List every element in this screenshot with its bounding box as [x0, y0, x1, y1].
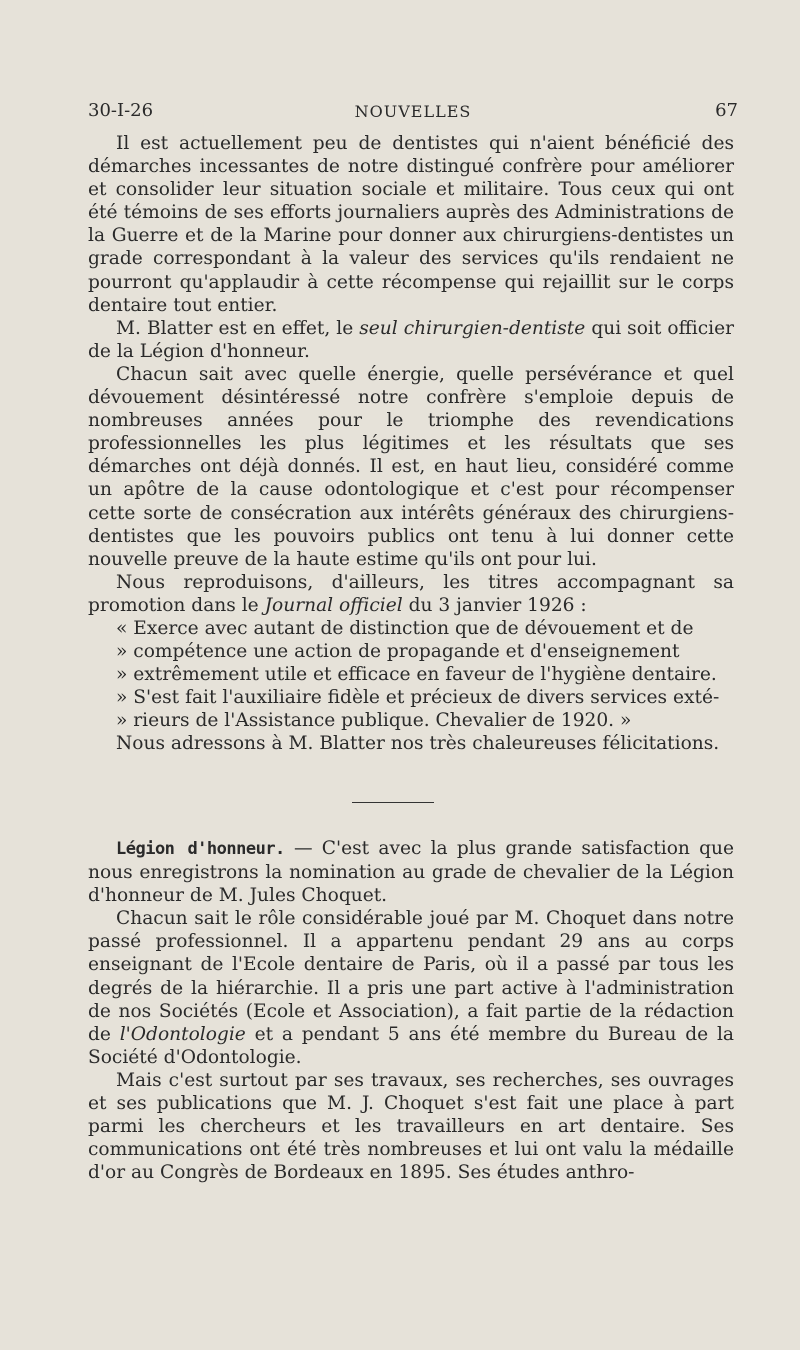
section-heading: Légion d'honneur. [116, 839, 285, 859]
quote-line: » compétence une action de propagande et d'enseignement [116, 641, 680, 663]
running-header [88, 100, 738, 124]
paragraph: Chacun sait avec quelle énergie, quelle persévérance et quel dévouement désintéressé notre confrère s'emploie depuis de nombreuses années pour le triomphe des revendications professionnelles les plus légitimes et les résultats que ses démarches ont déjà donnés. Il est, en haut lieu, considéré comme un apôtre de la cause odontologique et c'est pour récompenser cette sorte de consécration aux intérêts généraux des chirurgiens-dentistes que les pouvoirs publics ont tenu à lui donner cette nouvelle preuve de la haute estime qu'ils ont pour lui. [88, 363, 734, 570]
paragraph [88, 571, 734, 617]
article-blatter [88, 132, 734, 756]
citation-quote [88, 617, 734, 732]
quote-line: » extrêmement utile et efficace en faveur de l'hygiène dentaire. [116, 664, 717, 686]
quote-line: « Exerce avec autant de distinction que de dévouement et de [116, 617, 694, 639]
italic-run: l'Odontologie [119, 1023, 246, 1045]
italic-run: seul chirurgien-dentiste [359, 317, 586, 339]
text-run: qui soit officier de la Légion d'honneur. [88, 317, 734, 362]
page-number: 67 [715, 100, 738, 121]
text-run: et a pendant 5 ans été membre du Bureau de la Société d'Odontologie. [88, 1023, 734, 1068]
text-run: M. Blatter est en effet, le [116, 317, 360, 339]
text-run: Chacun sait le rôle considérable joué par M. Choquet dans notre passé professionnel. Il a appartenu pendant 29 ans au corps enseignant de l'Ecole dentaire de Paris, où il a passé par tous les degrés de la hiérarchie. Il a pris une part active à l'administration de nos Sociétés (Ecole et Association), a fait partie de la rédaction de [88, 908, 734, 1045]
text-run: du 3 janvier 1926 : [402, 594, 587, 616]
section-divider [352, 802, 434, 803]
paragraph [88, 837, 734, 907]
text-run: Nous reproduisons, d'ailleurs, les titres accompagnant sa promotion dans le [88, 571, 734, 616]
quote-line: » S'est fait l'auxiliaire fidèle et précieux de divers services exté- [116, 687, 720, 709]
article-choquet [88, 837, 734, 1184]
paragraph [88, 907, 734, 1069]
paragraph: Nous adressons à M. Blatter nos très chaleureuses félicitations. [116, 733, 720, 755]
text-run: — C'est avec la plus grande satisfaction que nous enregistrons la nomination au grade de chevalier de la Légion d'honneur de M. Jules Choquet. [88, 838, 734, 907]
paragraph: Mais c'est surtout par ses travaux, ses recherches, ses ouvrages et ses publications que M. J. Choquet s'est fait une place à part parmi les chercheurs et les travailleurs en art dentaire. Ses communications ont été très nombreuses et lui ont valu la médaille d'or au Congrès de Bordeaux en 1895. Ses études anthro- [88, 1069, 734, 1184]
header-date: 30-I-26 [88, 100, 154, 121]
quote-line: » rieurs de l'Assistance publique. Chevalier de 1920. » [116, 710, 632, 732]
header-section: NOUVELLES [354, 102, 472, 121]
paragraph: Il est actuellement peu de dentistes qui n'aient bénéficié des démarches incessantes de notre distingué confrère pour améliorer et consolider leur situation sociale et militaire. Tous ceux qui ont été témoins de ses efforts journaliers auprès des Administrations de la Guerre et de la Marine pour donner aux chirurgiens-dentistes un grade correspondant à la valeur des services qu'ils rendaient ne pourront qu'applaudir à cette récompense qui rejaillit sur le corps dentaire tout entier. [88, 133, 734, 316]
italic-run: Journal officiel [264, 594, 403, 616]
paragraph [88, 317, 734, 363]
